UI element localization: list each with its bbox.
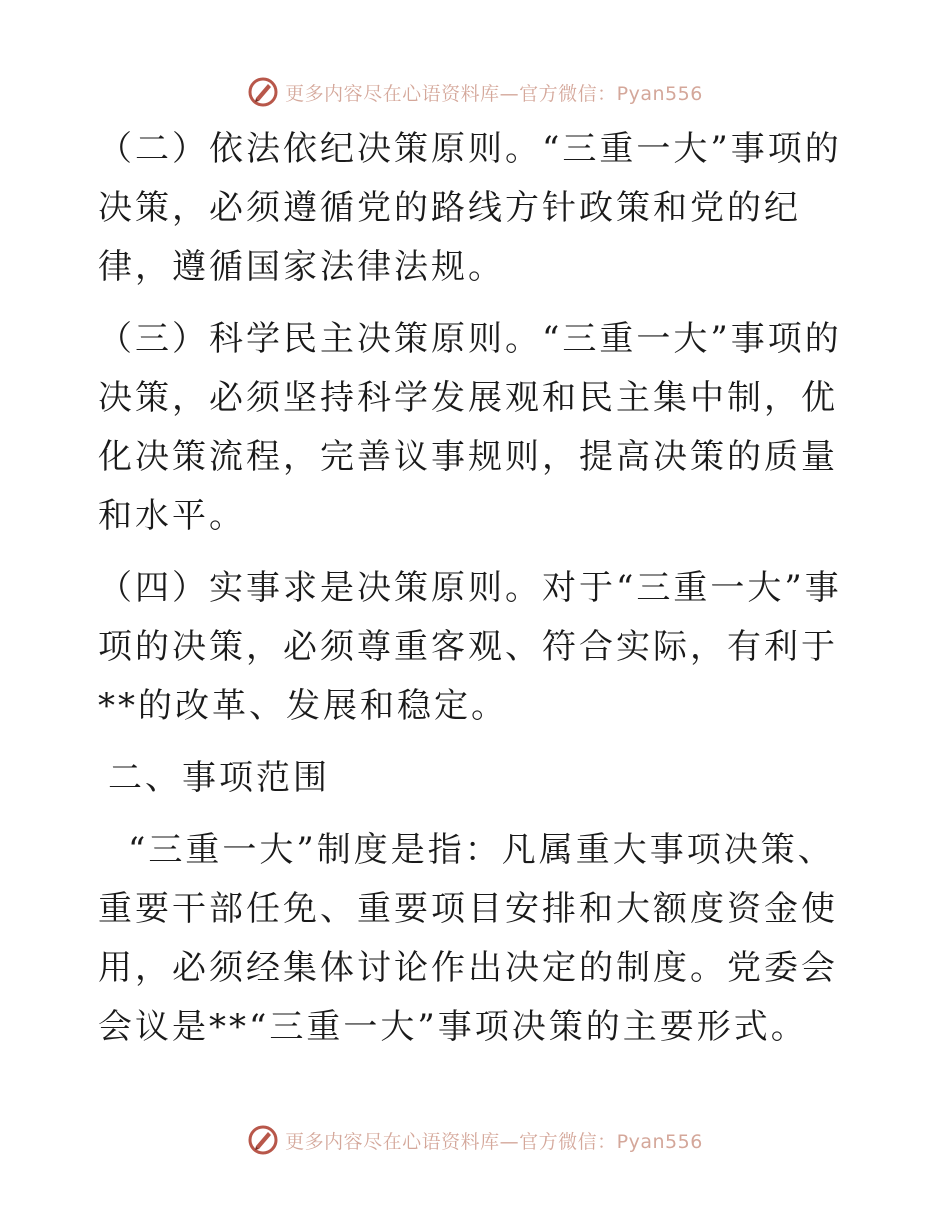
footer-banner [0,1120,950,1160]
header-banner [0,72,950,112]
section-heading: 二、事项范围 [108,758,330,798]
paragraph-scope-definition: “三重一大”制度是指：凡属重大事项决策、重要干部任免、重要项目安排和大额度资金使用，必须经集体讨论作出决定的制度。党委会会议是**“三重一大”事项决策的主要形式。 [98,830,838,1047]
document-body [98,120,858,1057]
paragraph-lawful-decision: （二）依法依纪决策原则。“三重一大”事项的决策，必须遵循党的路线方针政策和党的纪律，遵循国家法律法规。 [98,129,842,287]
logo-icon [247,1124,279,1156]
paragraph-pragmatic-decision: （四）实事求是决策原则。对于“三重一大”事项的决策，必须尊重客观、符合实际，有利于**的改革、发展和稳定。 [98,568,842,726]
logo-icon [247,76,279,108]
paragraph-scientific-decision: （三）科学民主决策原则。“三重一大”事项的决策，必须坚持科学发展观和民主集中制，优化决策流程，完善议事规则，提高决策的质量和水平。 [98,319,842,536]
footer-banner-text: 更多内容尽在心语资料库—官方微信：Pyan556 [285,1130,703,1153]
header-banner-text: 更多内容尽在心语资料库—官方微信：Pyan556 [285,82,703,105]
